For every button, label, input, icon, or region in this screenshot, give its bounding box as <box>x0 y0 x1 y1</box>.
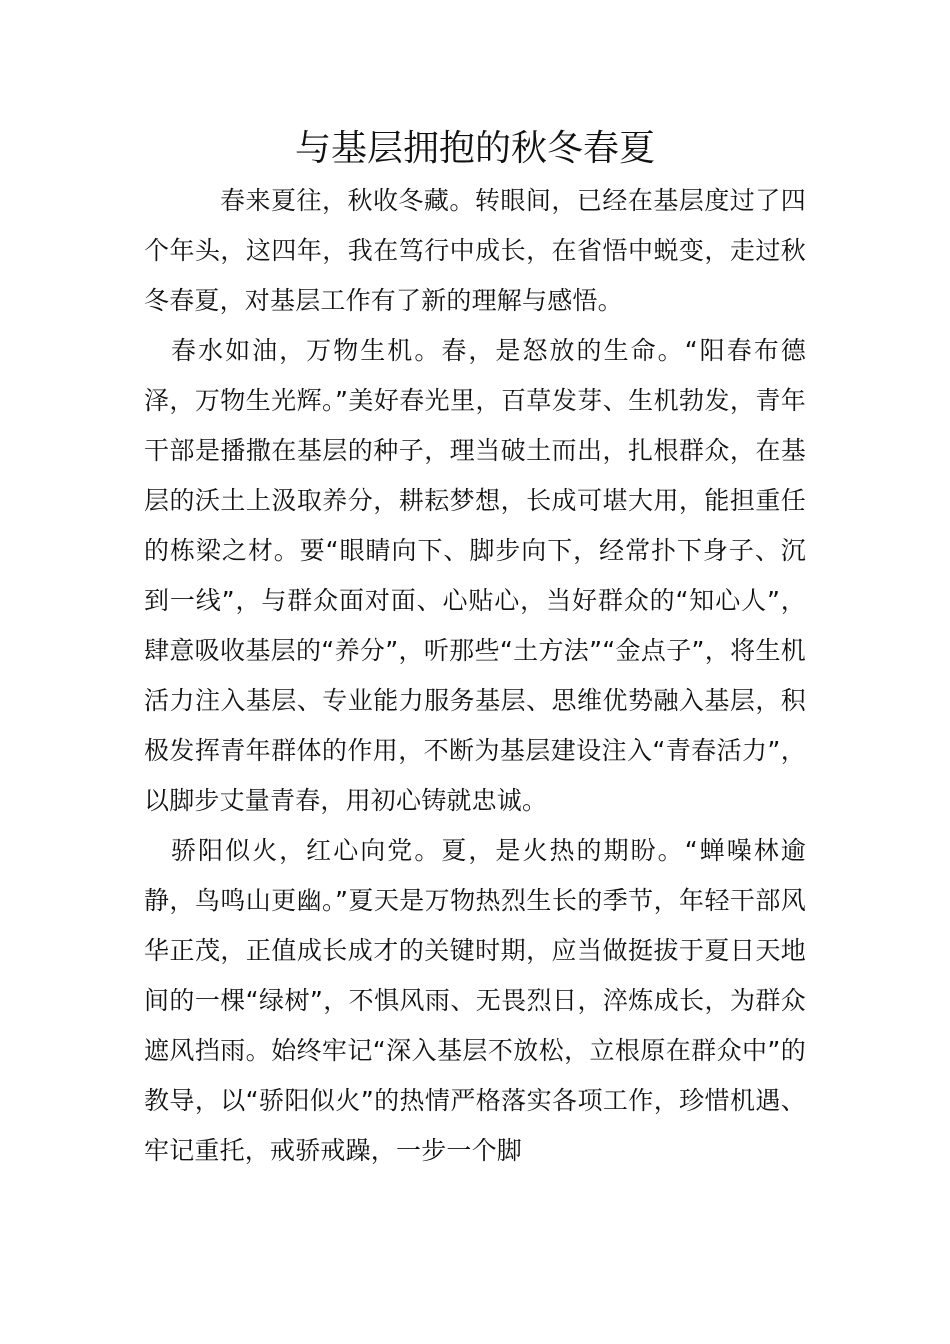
paragraph-spring: 春水如油，万物生机。春，是怒放的生命。“阳春布德泽，万物生光辉。”美好春光里，百草发芽、生机勃发，青年干部是播撒在基层的种子，理当破土而出，扎根群众，在基层的沃土上汲取养分，耕耘梦想，长成可堪大用，能担重任的栋梁之材。要“眼睛向下、脚步向下，经常扑下身子、沉到一线”，与群众面对面、心贴心，当好群众的“知心人”，肆意吸收基层的“养分”，听那些“土方法”“金点子”，将生机活力注入基层、专业能力服务基层、思维优势融入基层，积极发挥青年群体的作用，不断为基层建设注入“青春活力”，以脚步丈量青春，用初心铸就忠诚。 <box>144 336 806 815</box>
paragraph-intro: 春来夏往，秋收冬藏。转眼间，已经在基层度过了四个年头，这四年，我在笃行中成长，在省悟中蜕变，走过秋冬春夏，对基层工作有了新的理解与感悟。 <box>144 186 806 315</box>
document-title: 与基层拥抱的秋冬春夏 <box>294 128 655 169</box>
document-body <box>144 176 806 1176</box>
paragraph-summer: 骄阳似火，红心向党。夏，是火热的期盼。“蝉噪林逾静，鸟鸣山更幽。”夏天是万物热烈生长的季节，年轻干部风华正茂，正值成长成才的关键时期，应当做挺拔于夏日天地间的一棵“绿树”，不惧风雨、无畏烈日，淬炼成长，为群众遮风挡雨。始终牢记“深入基层不放松，立根原在群众中”的教导，以“骄阳似火”的热情严格落实各项工作，珍惜机遇、牢记重托，戒骄戒躁，一步一个脚 <box>144 836 806 1165</box>
